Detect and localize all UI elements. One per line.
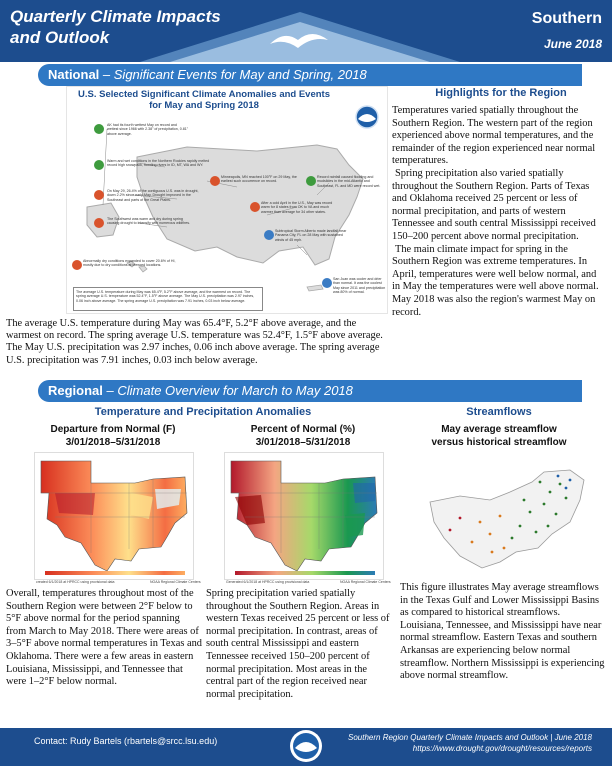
temp-map-dates: 3/01/2018–5/31/2018 (65, 437, 161, 448)
regional-bar-subtitle: – Climate Overview for March to May 2018 (106, 383, 353, 398)
precip-map-dates: 3/01/2018–5/31/2018 (255, 437, 351, 448)
temp-map-heading (28, 423, 198, 449)
highlights-paragraph-3: The main climate impact for spring in the Southern Region was extreme temperatures. In April, temperatures were well below normal, and in May the temperatures were well above normal. May 2018 was also the region's warmest May on record. (392, 243, 599, 318)
national-summary-text: The average U.S. temperature during May was 65.4°F, 5.2°F above average, and the warmest on record. The spring average U.S. temperature was 52.4°F, 1.5°F above average. The May U.S. precipitation was 2.97 inches, 0.06 inch above average. The spring average U.S. precipitation was 7.91 inches, 0.03 inch below average. (6, 318, 383, 366)
national-map-summary-box: The average U.S. temperature during May was 65.4°F, 5.2°F above average, and the warmest on record. The spring average U.S. temperature was 52.4°F, 1.5°F above average. The May U.S. precipitation was 2.97 inches, 0.06 inch above average. The spring average U.S. precipitation was 7.91 inches, 0.03 inch below average. (73, 287, 263, 311)
map-title-line-2: for May and Spring 2018 (149, 100, 259, 111)
highlights-paragraph-2: Spring precipitation also varied spatially throughout the Southern Region. Parts of Texas and Oklahoma received 25 percent or less of normal precipitation, and parts of western Tennessee and south central Mississippi received 150–200 percent above normal precipitation. (392, 167, 596, 242)
report-title (10, 6, 280, 48)
report-date: June 2018 (543, 37, 602, 51)
precipitation-percent-map (224, 452, 384, 580)
temp-map-title: Departure from Normal (F) (50, 424, 176, 435)
temp-map-caption-left: created 6/1/2018 at HPRCC using provisional data (36, 580, 115, 584)
note-minneapolis: Minneapolis, MN reached 100°F on 29 May, the earliest such occurrence on record. (221, 175, 297, 184)
note-alberto: Subtropical Storm Alberto made landfall near Panama City, FL on 28 May with sustained winds of 45 mph. (275, 229, 347, 242)
noaa-logo-icon (289, 729, 323, 763)
precip-map-caption-left: Generated 6/1/2018 at HPRCC using provisional data (226, 580, 310, 584)
note-record-rainfall: Record rainfall caused flooding and mudslides in the mid-Atlantic and Southeast, FL and MD were record wet. (317, 175, 381, 188)
title-line-2: and Outlook (10, 28, 110, 47)
title-line-1: Quarterly Climate Impacts (10, 7, 221, 26)
map-title-line-1: U.S. Selected Significant Climate Anomalies and Events (78, 89, 330, 100)
footer-url-link[interactable]: https://www.drought.gov/drought/resources/reports (412, 744, 592, 753)
noaa-map-logo (356, 106, 378, 128)
national-events-map (66, 86, 388, 314)
footer-publication: Southern Region Quarterly Climate Impacts and Outlook | June 2018 (348, 733, 592, 742)
streamflow-map-title-2: versus historical streamflow (431, 437, 567, 448)
highlights-text (392, 105, 606, 319)
footer-contact: Contact: Rudy Bartels (rbartels@srcc.lsu.edu) (34, 736, 218, 746)
precip-map-heading (218, 423, 388, 449)
note-northern-rockies: Warm and wet conditions in the Northern Rockies rapidly melted record high snowpack, flooding rivers in ID, MT, WA and WY. (107, 159, 210, 168)
regional-bar-label: Regional (48, 383, 103, 398)
precip-map-caption-right: NOAA Regional Climate Centers (340, 580, 391, 584)
temperature-departure-map (34, 452, 194, 580)
regional-section-bar (38, 380, 582, 402)
temperature-overview-text: Overall, temperatures throughout most of the Southern Region were between 2°F below to 5°F above normal for the period spanning from March to May 2018. There were areas of 3–5°F above normal temperatures in Texas and Oklahoma. There were a few areas in eastern Louisiana, Mississippi, and Tennessee that were 1–2°F below normal. (6, 588, 202, 688)
note-alaska: AK had its fourth wettest May on record and wettest since 1966 with 2.38" of precipitation, 0.81" above average. (107, 123, 189, 136)
note-san-juan: San Juan was cooler and drier than normal. It was the coolest May since 2011 and precipitation was 80% of normal. (333, 277, 386, 295)
note-cold-april: After a cold April in the U.S., May was record warm for 8 states from OK to VA and much warmer than average for 34 other states. (261, 201, 333, 214)
note-hawaii: Abnormally dry conditions expanded to cover 20.6% of HI, mostly due to dry conditions at leeward locations. (83, 259, 176, 268)
streamflows-title: Streamflows (466, 406, 532, 418)
highlights-paragraph-1: Temperatures varied spatially throughout the Southern Region. The western part of the region experienced above normal temperatures, and the remainder of the region experienced near normal temperatures. (392, 105, 596, 167)
national-map-title (75, 89, 333, 111)
note-southwest: The Southwest was warm and dry during spring causing drought to intensify with numerous wildfires. (107, 217, 191, 226)
highlights-title: Highlights for the Region (435, 87, 567, 99)
precip-map-title: Percent of Normal (%) (250, 424, 356, 435)
region-name: Southern (531, 10, 602, 27)
streamflow-map (420, 452, 596, 578)
streamflow-map-heading (400, 423, 598, 449)
national-bar-label: National (48, 67, 100, 82)
temp-map-caption-right: NOAA Regional Climate Centers (150, 580, 201, 584)
anomalies-title: Temperature and Precipitation Anomalies (94, 406, 312, 418)
national-section-bar (38, 64, 582, 86)
national-bar-subtitle: – Significant Events for May and Spring, 2018 (102, 67, 367, 82)
note-drought: On May 29, 26.4% of the contiguous U.S. was in drought, down 2.2% since early May. Drought improved in the Southeast and parts of the Great Plains. (107, 189, 199, 202)
precipitation-overview-text: Spring precipitation varied spatially throughout the Southern Region. Areas in western Texas received 25 percent or less of normal precipitation. In contrast, areas of south central Mississippi and eastern Tennessee received 150–200 percent of normal precipitation. Most areas in the central part of the region received near normal precipitation. (206, 588, 390, 700)
header-banner (0, 0, 612, 62)
streamflow-map-title-1: May average streamflow (441, 424, 557, 435)
streamflow-overview-text: This figure illustrates May average streamflows in the Texas Gulf and Lower Mississippi Basins as compared to historical streamflows. Louisiana, Tennessee, and Mississippi have near normal streamflow. Eastern Texas and southern Arkansas are experiencing below normal streamflow. Northern Mississippi is experiencing above normal streamflow. (400, 582, 605, 682)
